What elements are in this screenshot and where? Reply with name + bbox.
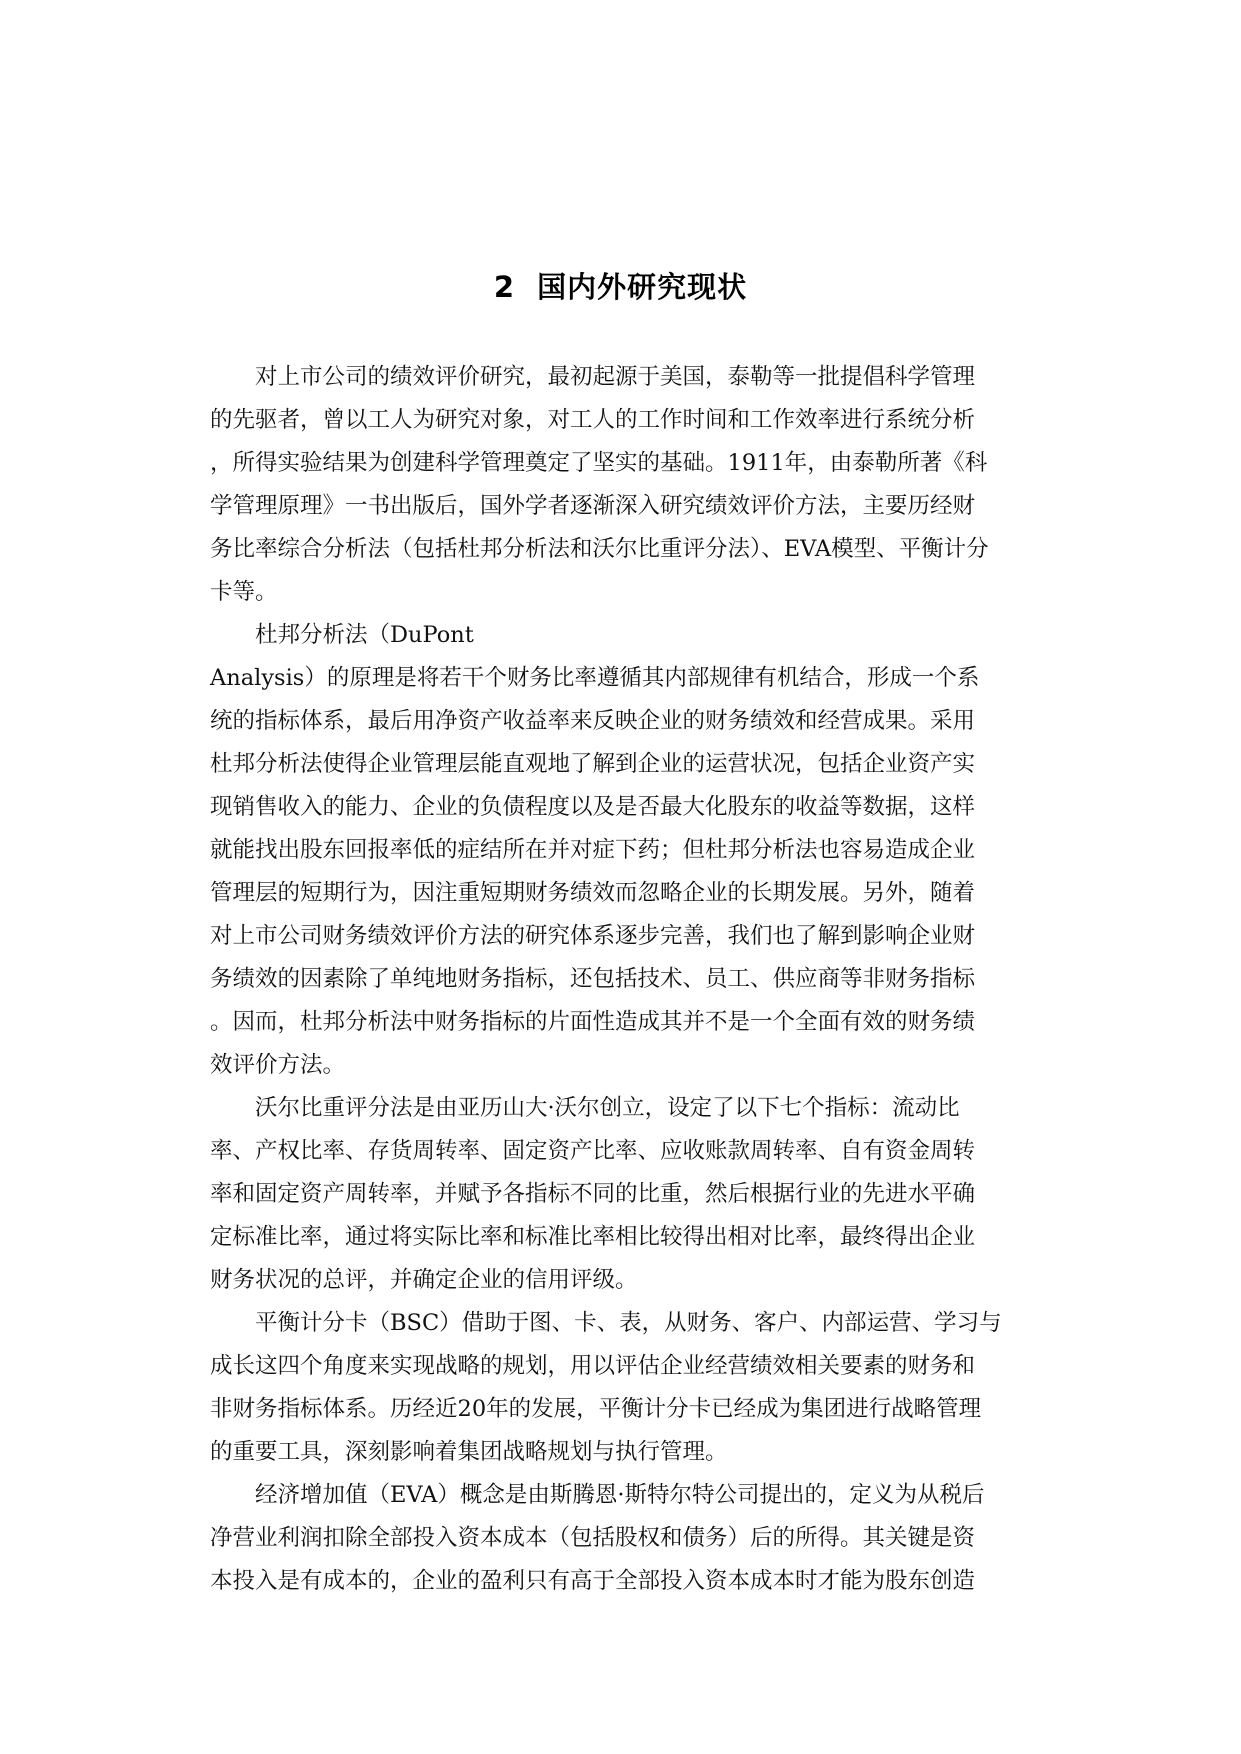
text-line: 就能找出股东回报率低的症结所在并对症下药；但杜邦分析法也容易造成企业 (210, 837, 976, 863)
text-line: 本投入是有成本的，企业的盈利只有高于全部投入资本成本时才能为股东创造 (210, 1568, 976, 1594)
text-line: 效评价方法。 (210, 1052, 346, 1078)
text-line: 率、产权比率、存货周转率、固定资产比率、应收账款周转率、自有资金周转 (210, 1138, 976, 1164)
text-line: 的重要工具，深刻影响着集团战略规划与执行管理。 (210, 1439, 728, 1465)
text-line: 成长这四个角度来实现战略的规划，用以评估企业经营绩效相关要素的财务和 (210, 1353, 976, 1379)
text-line: 平衡计分卡（BSC）借助于图、卡、表，从财务、客户、内部运营、学习与 (255, 1310, 1002, 1336)
text-line: 统的指标体系，最后用净资产收益率来反映企业的财务绩效和经营成果。采用 (210, 708, 976, 734)
paragraph-1 (210, 356, 1065, 614)
text-line: 务比率综合分析法（包括杜邦分析法和沃尔比重评分法）、EVA模型、平衡计分 (210, 536, 989, 562)
text-line: 杜邦分析法使得企业管理层能直观地了解到企业的运营状况，包括企业资产实 (210, 751, 976, 777)
text-line: 非财务指标体系。历经近20年的发展，平衡计分卡已经成为集团进行战略管理 (210, 1396, 982, 1422)
text-line: 卡等。 (210, 579, 278, 605)
text-line: 经济增加值（EVA）概念是由斯腾恩·斯特尔特公司提出的，定义为从税后 (255, 1482, 985, 1508)
body-text (210, 356, 1065, 1603)
text-line: 学管理原理》一书出版后，国外学者逐渐深入研究绩效评价方法，主要历经财 (210, 493, 976, 519)
text-line: Analysis）的原理是将若干个财务比率遵循其内部规律有机结合，形成一个系 (210, 665, 980, 691)
chapter-title-text: 国内外研究现状 (537, 270, 748, 305)
text-line: 沃尔比重评分法是由亚历山大·沃尔创立，设定了以下七个指标：流动比 (255, 1095, 960, 1121)
text-line: 现销售收入的能力、企业的负债程度以及是否最大化股东的收益等数据，这样 (210, 794, 976, 820)
paragraph-3 (210, 1087, 1065, 1302)
text-line: 率和固定资产周转率，并赋予各指标不同的比重，然后根据行业的先进水平确 (210, 1181, 976, 1207)
paragraph-4 (210, 1302, 1065, 1474)
text-line: 务绩效的因素除了单纯地财务指标，还包括技术、员工、供应商等非财务指标 (210, 966, 976, 992)
text-line: 定标准比率，通过将实际比率和标准比率相比较得出相对比率，最终得出企业 (210, 1224, 976, 1250)
text-line: 的先驱者，曾以工人为研究对象，对工人的工作时间和工作效率进行系统分析 (210, 407, 976, 433)
text-line: 净营业利润扣除全部投入资本成本（包括股权和债务）后的所得。其关键是资 (210, 1525, 976, 1551)
paragraph-5 (210, 1474, 1065, 1603)
text-line: 对上市公司财务绩效评价方法的研究体系逐步完善，我们也了解到影响企业财 (210, 923, 976, 949)
text-line: 杜邦分析法（DuPont (255, 622, 474, 648)
paragraph-2 (210, 614, 1065, 1087)
text-line: 。因而，杜邦分析法中财务指标的片面性造成其并不是一个全面有效的财务绩 (210, 1009, 976, 1035)
text-line: 对上市公司的绩效评价研究，最初起源于美国，泰勒等一批提倡科学管理 (255, 364, 976, 390)
text-line: 管理层的短期行为，因注重短期财务绩效而忽略企业的长期发展。另外，随着 (210, 880, 976, 906)
text-line: ，所得实验结果为创建科学管理奠定了坚实的基础。1911年，由泰勒所著《科 (210, 450, 988, 476)
text-line: 财务状况的总评，并确定企业的信用评级。 (210, 1267, 638, 1293)
chapter-number: 2 (493, 270, 516, 305)
chapter-title (0, 265, 1241, 306)
